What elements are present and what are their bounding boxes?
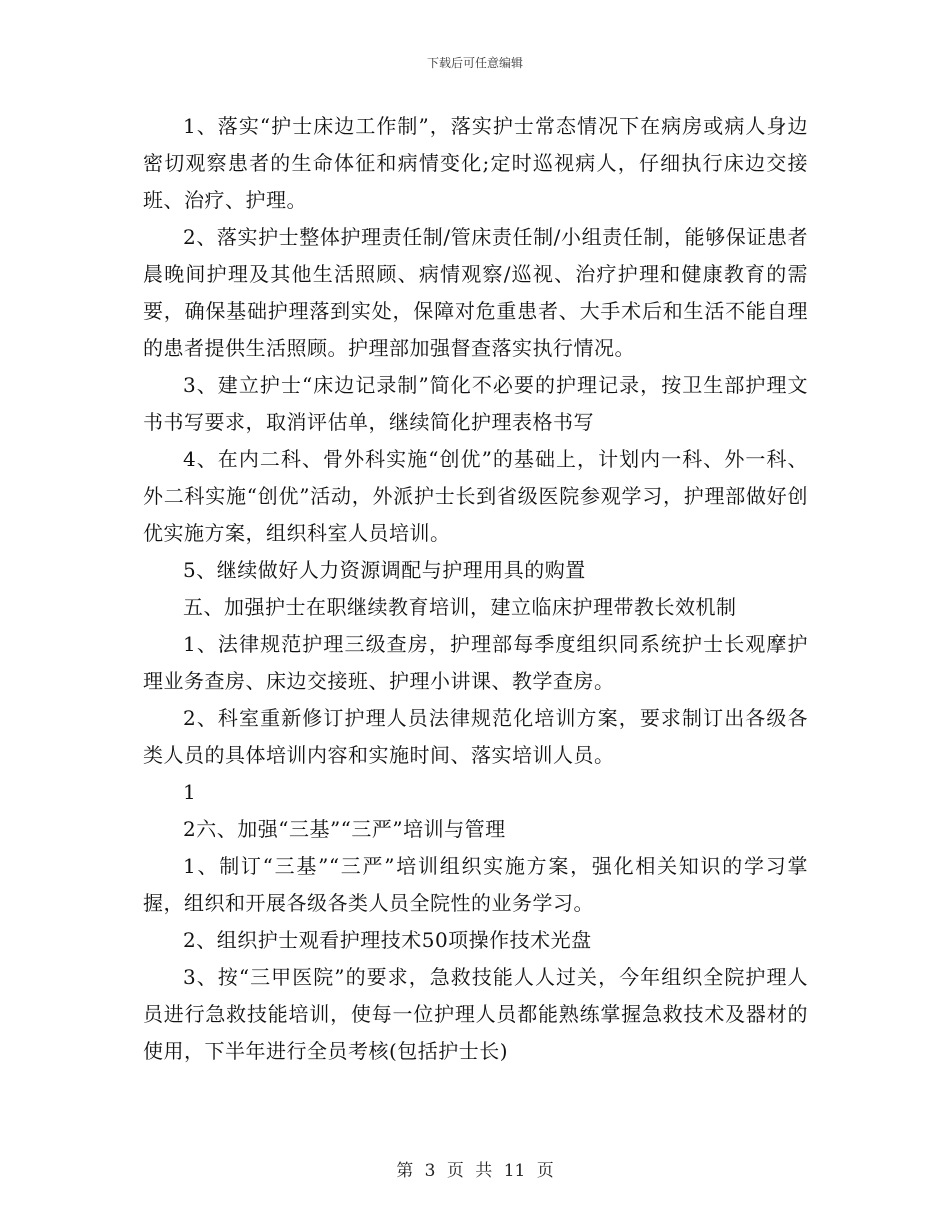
paragraph: 2、落实护士整体护理责任制/管床责任制/小组责任制，能够保证患者晨晚间护理及其他生活照顾、病情观察/巡视、治疗护理和健康教育的需要，确保基础护理落到实处，保障对危重患者、大手术后和生活不能自理的患者提供生活照顾。护理部加强督查落实执行情况。: [143, 225, 808, 360]
page-number: 第 3 页 共 11 页: [396, 1161, 554, 1181]
paragraph: 2、科室重新修订护理人员法律规范化培训方案，要求制订出各级各类人员的具体培训内容和实施时间、落实培训人员。: [143, 706, 808, 767]
page-header-note: 下载后可任意编辑: [426, 56, 523, 70]
paragraph: 1、落实“护士床边工作制”，落实护士常态情况下在病房或病人身边密切观察患者的生命体征和病情变化;定时巡视病人，仔细执行床边交接班、治疗、护理。: [143, 114, 808, 212]
paragraph: 1、法律规范护理三级查房，护理部每季度组织同系统护士长观摩护理业务查房、床边交接班、护理小讲课、教学查房。: [143, 632, 808, 693]
paragraph: 5、继续做好人力资源调配与护理用具的购置: [183, 558, 586, 582]
paragraph: 2、组织护士观看护理技术50项操作技术光盘: [183, 928, 592, 952]
paragraph: 3、按“三甲医院”的要求，急救技能人人过关，今年组织全院护理人员进行急救技能培训，使每一位护理人员都能熟练掌握急救技术及器材的使用，下半年进行全员考核(包括护士长): [143, 965, 808, 1063]
section-heading: 五、加强护士在职继续教育培训，建立临床护理带教长效机制: [183, 595, 737, 619]
paragraph: 1、制订“三基”“三严”培训组织实施方案，强化相关知识的学习掌握，组织和开展各级各类人员全院性的业务学习。: [143, 854, 808, 915]
paragraph: 1: [183, 780, 197, 804]
document-body: [143, 108, 808, 1070]
paragraph: 4、在内二科、骨外科实施“创优”的基础上，计划内一科、外一科、外二科实施“创优”活动，外派护士长到省级医院参观学习，护理部做好创优实施方案，组织科室人员培训。: [143, 447, 808, 545]
paragraph: 3、建立护士“床边记录制”简化不必要的护理记录，按卫生部护理文书书写要求，取消评估单，继续简化护理表格书写: [143, 373, 808, 434]
section-heading: 2六、加强“三基”“三严”培训与管理: [183, 817, 506, 841]
